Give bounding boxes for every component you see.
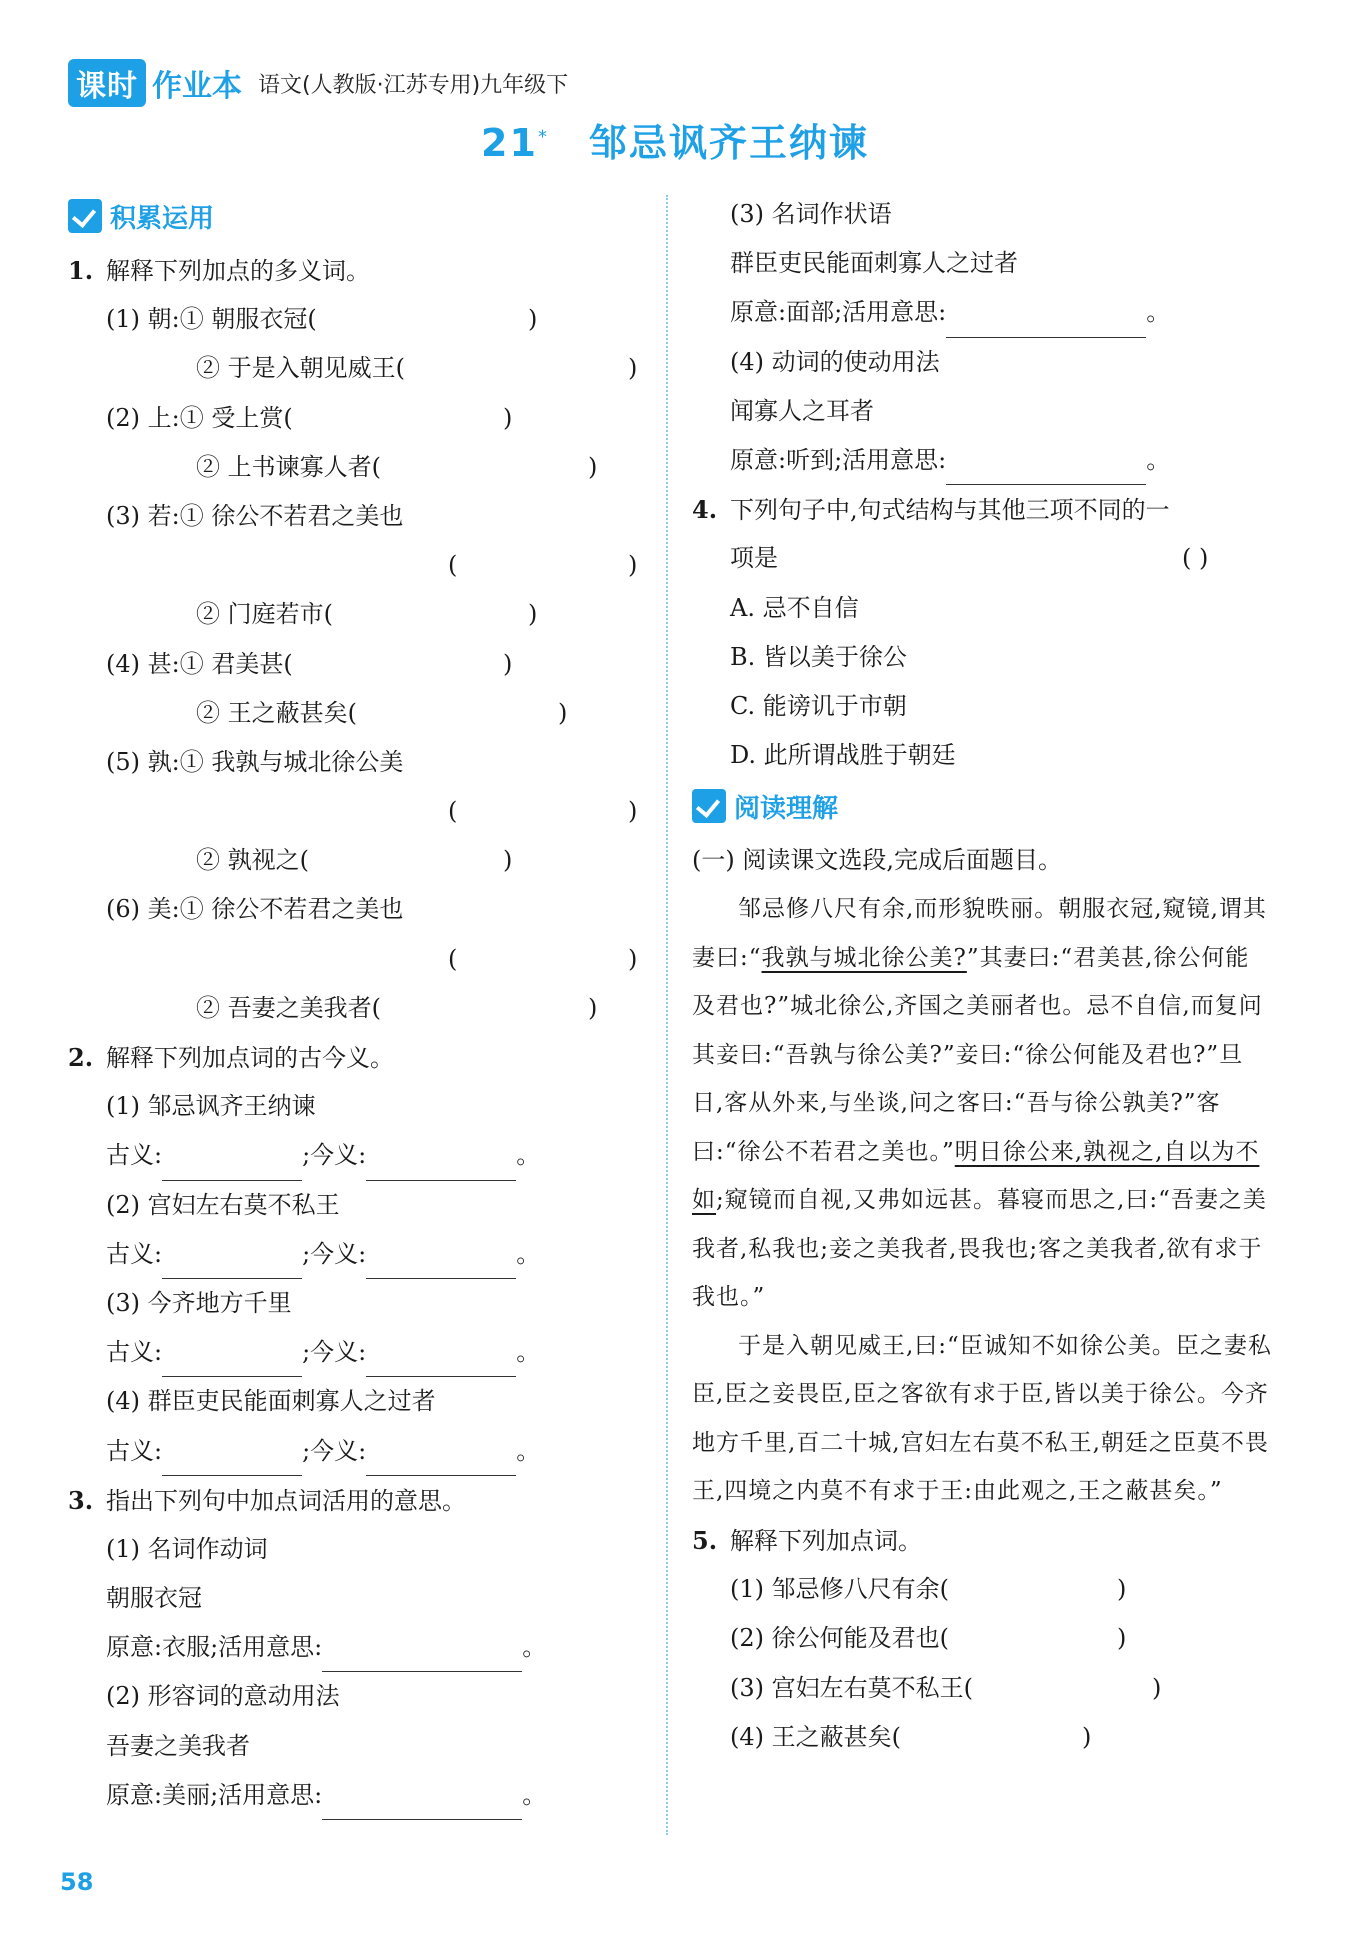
q3-item-answer: 原意:听到;活用意思: 。 [692, 436, 1272, 485]
q1-item: ② 孰视之( ) [196, 846, 513, 875]
column-divider [666, 195, 668, 1835]
left-column [68, 190, 648, 1820]
q3-item-answer: 原意:面部;活用意思: 。 [692, 288, 1272, 337]
q1-item: ② 于是入朝见威王( ) [196, 354, 638, 383]
underlined-sentence: 我孰与城北徐公美? [761, 944, 967, 971]
q2-item: (1) 邹忌讽齐王纳谏 [106, 1092, 316, 1121]
q2-answer: 古义: ;今义: 。 [68, 1427, 648, 1476]
q1-item: ② 上书谏寡人者( ) [196, 452, 598, 481]
q3-item-sentence: 朝服衣冠 [106, 1584, 202, 1613]
brand-logo [68, 59, 242, 107]
q1-item: (1) 朝:① 朝服衣冠( ) [106, 305, 538, 334]
pencil-icon [692, 789, 726, 823]
q5-item: (2) 徐公何能及君也( ) [730, 1624, 1127, 1653]
underlined-sentence: 明日徐公来,孰视之,自以为不如 [692, 1138, 1260, 1214]
answer-blank[interactable] [162, 1348, 302, 1377]
q1-answer-paren: ( ) [448, 944, 638, 973]
question-1: 1. 解释下列加点的多义词。 [68, 256, 370, 285]
reading-paragraph-2: 于是入朝见威王,曰:“臣诚知不如徐公美。臣之妻私臣,臣之妾畏臣,臣之客欲有求于臣,皆以美于徐公。今齐地方千里,百二十城,宫妇左右莫不私王,朝廷之臣莫不畏王,四境之内莫不有求于王:由此观之,王之蔽甚矣。” [692, 1332, 1272, 1505]
q3-item-answer: 原意:美丽;活用意思: 。 [68, 1771, 648, 1820]
answer-blank[interactable] [366, 1250, 516, 1279]
q2-item: (4) 群臣吏民能面刺寡人之过者 [106, 1387, 436, 1416]
q3-item-title: (2) 形容词的意动用法 [106, 1682, 340, 1711]
section-header [68, 190, 648, 242]
answer-blank[interactable] [946, 309, 1146, 338]
brand-box: 课时 [68, 59, 146, 107]
q5-item: (4) 王之蔽甚矣( ) [730, 1722, 1092, 1751]
q2-answer: 古义: ;今义: 。 [68, 1230, 648, 1279]
answer-blank[interactable] [322, 1791, 522, 1820]
q3-item-sentence: 群臣吏民能面刺寡人之过者 [730, 249, 1018, 278]
q1-item: (4) 甚:① 君美甚( ) [106, 649, 513, 678]
question-3: 3. 指出下列句中加点词活用的意思。 [68, 1485, 466, 1515]
q5-item: (1) 邹忌修八尺有余( ) [730, 1575, 1127, 1604]
q1-answer-paren: ( ) [448, 797, 638, 826]
option-b[interactable]: B. 皆以美于徐公 [730, 642, 907, 671]
q3-item-title: (4) 动词的使动用法 [730, 347, 940, 376]
answer-blank[interactable] [322, 1643, 522, 1672]
option-a[interactable]: A. 忌不自信 [730, 593, 859, 622]
q2-answer: 古义: ;今义: 。 [68, 1328, 648, 1377]
answer-blank[interactable] [162, 1152, 302, 1181]
lesson-title [0, 112, 1350, 167]
section-header [692, 780, 1272, 832]
q3-item-sentence: 闻寡人之耳者 [730, 396, 874, 425]
reading-intro: (一) 阅读课文选段,完成后面题目。 [692, 846, 1062, 875]
q3-item-sentence: 吾妻之美我者 [106, 1731, 250, 1760]
question-2: 2. 解释下列加点词的古今义。 [68, 1043, 394, 1072]
answer-blank[interactable] [162, 1447, 302, 1476]
subject-label: 语文(人教版·江苏专用)九年级下 [258, 72, 569, 98]
option-d[interactable]: D. 此所谓战胜于朝廷 [730, 741, 956, 770]
q1-item: (5) 孰:① 我孰与城北徐公美 [106, 747, 404, 776]
q1-item: ② 王之蔽甚矣( ) [196, 698, 568, 727]
lesson-name: 邹忌讽齐王纳谏 [588, 121, 869, 165]
brand-text: 作业本 [152, 69, 242, 104]
question-4-cont: 项是 ( ) [730, 544, 1209, 573]
lesson-star: * [537, 126, 549, 148]
q3-item-answer: 原意:衣服;活用意思: 。 [68, 1623, 648, 1672]
right-column [692, 190, 1272, 1762]
answer-blank[interactable] [366, 1348, 516, 1377]
question-4: 4. 下列句子中,句式结构与其他三项不同的一 [692, 495, 1170, 525]
q3-item-title: (3) 名词作状语 [730, 200, 892, 228]
q2-item: (3) 今齐地方千里 [106, 1288, 292, 1317]
q3-item-title: (1) 名词作动词 [106, 1534, 268, 1563]
checkbox-icon [68, 199, 102, 233]
q1-item: (2) 上:① 受上赏( ) [106, 403, 513, 432]
section-title: 阅读理解 [734, 793, 839, 824]
answer-blank[interactable] [366, 1152, 516, 1181]
page-number: 58 [60, 1868, 94, 1896]
q1-item: (6) 美:① 徐公不若君之美也 [106, 895, 404, 924]
q1-item: ② 吾妻之美我者( ) [196, 993, 598, 1022]
q5-item: (3) 宫妇左右莫不私王( ) [730, 1673, 1162, 1702]
lesson-number: 21 [481, 121, 538, 165]
page-header [68, 58, 568, 108]
q1-item: ② 门庭若市( ) [196, 600, 538, 629]
q1-item: (3) 若:① 徐公不若君之美也 [106, 501, 404, 530]
answer-blank[interactable] [366, 1447, 516, 1476]
section-title: 积累运用 [110, 203, 215, 234]
q2-item: (2) 宫妇左右莫不私王 [106, 1190, 340, 1219]
question-5: 5. 解释下列加点词。 [692, 1525, 922, 1555]
answer-blank[interactable] [162, 1250, 302, 1279]
answer-blank[interactable] [946, 456, 1146, 485]
q2-answer: 古义: ;今义: 。 [68, 1131, 648, 1180]
q1-answer-paren: ( ) [448, 551, 638, 580]
option-c[interactable]: C. 能谤讥于市朝 [730, 691, 907, 720]
reading-paragraph-1: 邹忌修八尺有余,而形貌昳丽。朝服衣冠,窥镜,谓其妻曰:“我孰与城北徐公美?”其妻曰:“君美甚,徐公何能及君也?”城北徐公,齐国之美丽者也。忌不自信,而复问其妾曰:“吾孰与徐公美?”妾曰:“徐公何能及君也?”旦日,客从外来,与坐谈,问之客曰:“吾与徐公孰美?”客曰:“徐公不若君之美也。”明日徐公来,孰视之,自以为不如;窥镜而自视,又弗如远甚。暮寝而思之,曰:“吾妻之美我者,私我也;妾之美我者,畏我也;客之美我者,欲有求于我也。” [692, 896, 1267, 1311]
